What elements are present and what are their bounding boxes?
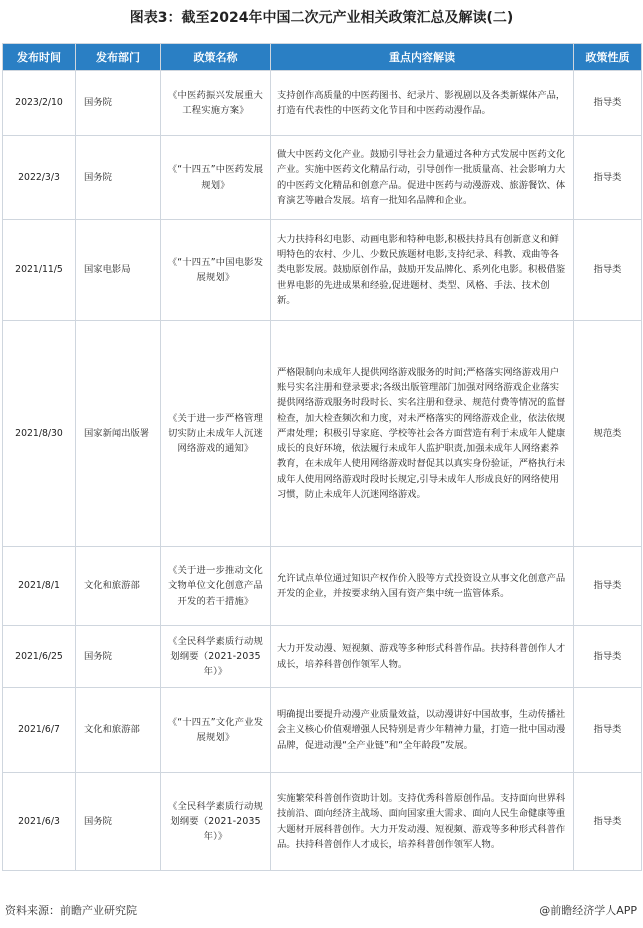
table-row: [3, 71, 642, 136]
cell-key-content: 支持创作高质量的中医药图书、纪录片、影视剧以及各类新媒体产品，打造有代表性的中医药文化节目和中医药动漫作品。: [271, 71, 574, 136]
cell-policy-name: 《中医药振兴发展重大工程实施方案》: [161, 71, 271, 136]
cell-department: 国务院: [76, 626, 161, 688]
cell-policy-name: 《关于进一步推动文化文物单位文化创意产品开发的若干措施》: [161, 547, 271, 626]
column-header-key-content: 重点内容解读: [271, 44, 574, 71]
cell-department: 国家新闻出版署: [76, 321, 161, 547]
cell-key-content: 实施繁荣科普创作资助计划。支持优秀科普原创作品。支持面向世界科技前沿、面向经济主战场、面向国家重大需求、面向人民生命健康等重大题材开展科普创作。大力开发动漫、短视频、游戏等多种形式科普作品。扶持科普创作人才成长，培养科普创作领军人物。: [271, 773, 574, 871]
cell-nature: 指导类: [574, 136, 642, 220]
brand-credit: @前瞻经济学人APP: [539, 904, 637, 917]
page-title: 图表3：截至2024年中国二次元产业相关政策汇总及解读(二): [129, 10, 514, 26]
cell-date: 2021/6/7: [3, 688, 76, 773]
cell-nature: 指导类: [574, 71, 642, 136]
table-row: [3, 220, 642, 321]
cell-department: 国家电影局: [76, 220, 161, 321]
cell-nature: 规范类: [574, 321, 642, 547]
cell-nature: 指导类: [574, 220, 642, 321]
cell-nature: 指导类: [574, 626, 642, 688]
cell-department: 文化和旅游部: [76, 688, 161, 773]
column-header-policy-name: 政策名称: [161, 44, 271, 71]
cell-policy-name: 《全民科学素质行动规划纲要（2021-2035年）》: [161, 626, 271, 688]
cell-policy-name: 《关于进一步严格管理切实防止未成年人沉迷网络游戏的通知》: [161, 321, 271, 547]
table-row: [3, 773, 642, 871]
cell-key-content: 大力扶持科幻电影、动画电影和特种电影,积极扶持具有创新意义和鲜明特色的农村、少儿、少数民族题材电影,支持纪录、科教、戏曲等各类电影发展。鼓励原创作品，鼓励开发品牌化、系列化电影。积极借鉴世界电影的先进成果和经验,促进题材、类型、风格、手法、技术创新。: [271, 220, 574, 321]
table-row: [3, 321, 642, 547]
cell-date: 2021/11/5: [3, 220, 76, 321]
cell-date: 2021/6/3: [3, 773, 76, 871]
cell-department: 文化和旅游部: [76, 547, 161, 626]
cell-policy-name: 《“十四五”文化产业发展规划》: [161, 688, 271, 773]
cell-date: 2023/2/10: [3, 71, 76, 136]
source-note: 资料来源：前瞻产业研究院: [5, 904, 137, 917]
cell-date: 2021/6/25: [3, 626, 76, 688]
cell-policy-name: 《全民科学素质行动规划纲要（2021-2035年）》: [161, 773, 271, 871]
cell-department: 国务院: [76, 773, 161, 871]
cell-date: 2022/3/3: [3, 136, 76, 220]
cell-key-content: 大力开发动漫、短视频、游戏等多种形式科普作品。扶持科普创作人才成长，培养科普创作领军人物。: [271, 626, 574, 688]
table-row: [3, 626, 642, 688]
table-header-row: [3, 44, 642, 71]
column-header-nature: 政策性质: [574, 44, 642, 71]
cell-nature: 指导类: [574, 547, 642, 626]
table-row: [3, 136, 642, 220]
cell-nature: 指导类: [574, 688, 642, 773]
column-header-date: 发布时间: [3, 44, 76, 71]
cell-key-content: 允许试点单位通过知识产权作价入股等方式投资设立从事文化创意产品开发的企业，并按要求纳入国有资产集中统一监管体系。: [271, 547, 574, 626]
cell-department: 国务院: [76, 136, 161, 220]
table-row: [3, 547, 642, 626]
cell-department: 国务院: [76, 71, 161, 136]
policy-table: [2, 43, 642, 871]
cell-key-content: 明确提出要提升动漫产业质量效益，以动漫讲好中国故事，生动传播社会主义核心价值观增强人民特别是青少年精神力量，打造一批中国动漫品牌，促进动漫“全产业链”和“全年龄段”发展。: [271, 688, 574, 773]
cell-date: 2021/8/1: [3, 547, 76, 626]
cell-policy-name: 《“十四五”中医药发展规划》: [161, 136, 271, 220]
cell-date: 2021/8/30: [3, 321, 76, 547]
table-row: [3, 688, 642, 773]
cell-nature: 指导类: [574, 773, 642, 871]
cell-policy-name: 《“十四五”中国电影发展规划》: [161, 220, 271, 321]
cell-key-content: 做大中医药文化产业。鼓励引导社会力量通过各种方式发展中医药文化产业。实施中医药文化精品行动，引导创作一批质量高、社会影响力大的中医药文化精品和创意产品。促进中医药与动漫游戏、旅游餐饮、体育演艺等融合发展。培育一批知名品牌和企业。: [271, 136, 574, 220]
cell-key-content: 严格限制向未成年人提供网络游戏服务的时间;严格落实网络游戏用户账号实名注册和登录要求;各级出版管理部门加强对网络游戏企业落实提供网络游戏服务时段时长、实名注册和登录、规范付费等情况的监督检查，加大检查频次和力度，对未严格落实的网络游戏企业，依法依规严肃处理；积极引导家庭、学校等社会各方面营造有利于未成年人健康成长的良好环境，依法履行未成年人监护职责,加强未成年人网络素养教育，在未成年人使用网络游戏时督促其以真实身份验证，严格执行未成年人使用网络游戏时段时长规定,引导未成年人形成良好的网络使用习惯，防止未成年人沉迷网络游戏。: [271, 321, 574, 547]
column-header-department: 发布部门: [76, 44, 161, 71]
